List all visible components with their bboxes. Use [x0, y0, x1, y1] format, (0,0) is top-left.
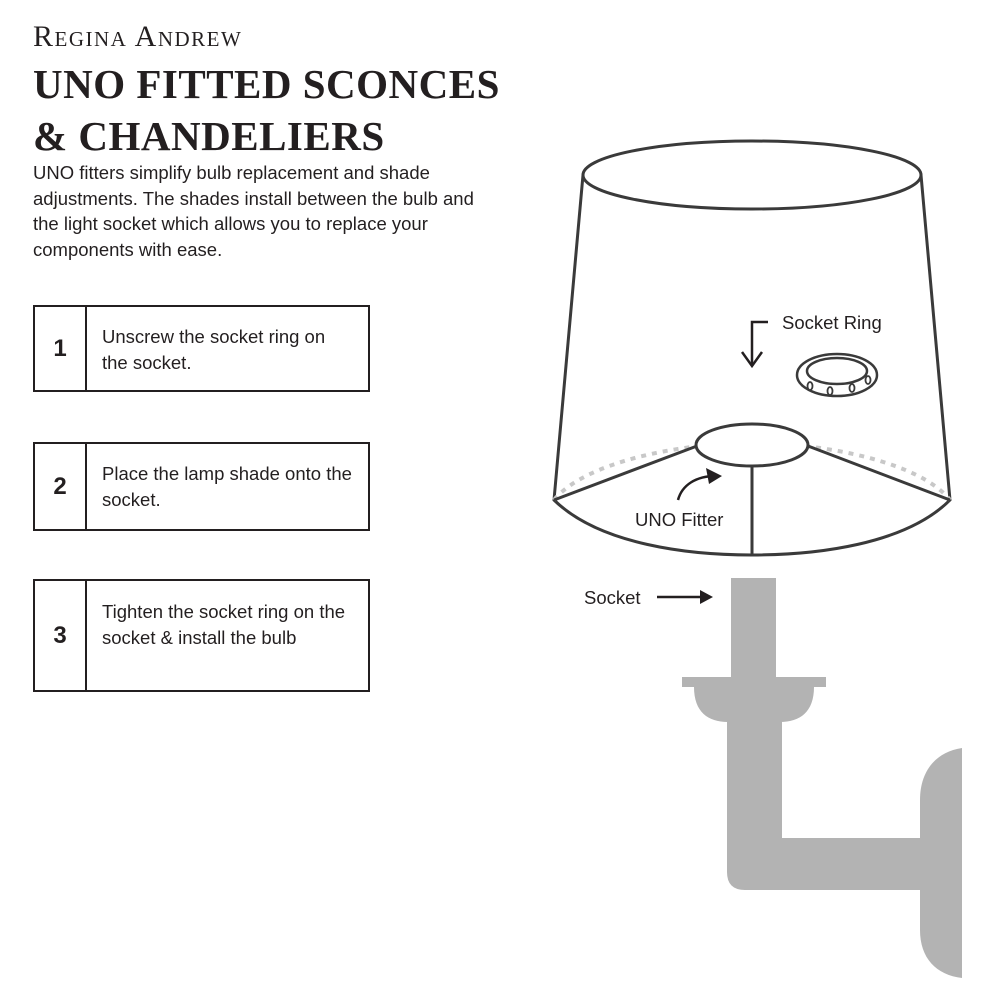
arrow-right-head [700, 590, 713, 604]
step-box-2 [33, 442, 370, 531]
socket-ring-notch [850, 384, 855, 392]
sconce-diagram [540, 125, 970, 985]
label-socket: Socket [584, 587, 641, 608]
step-box-3 [33, 579, 370, 692]
fitter-ring [696, 424, 808, 466]
step-text: Unscrew the socket ring on the socket. [102, 326, 326, 373]
label-socket-ring: Socket Ring [782, 312, 882, 333]
wall-mount-arm [682, 578, 962, 978]
brand-name: Regina Andrew [33, 20, 243, 53]
socket-ring-notch [866, 376, 871, 384]
step-box-1 [33, 305, 370, 392]
page-title-line-1: UNO FITTED SCONCES [33, 61, 500, 107]
socket-body [731, 578, 776, 680]
socket-ring-inner [807, 358, 867, 384]
intro-paragraph: UNO fitters simplify bulb replacement and shade adjustments. The shades install between the bulb and the light socket which allows you to replace your components with ease. [33, 162, 474, 260]
socket-ring-notch [808, 382, 813, 390]
label-uno-fitter: UNO Fitter [635, 509, 724, 530]
step-number: 1 [35, 307, 87, 390]
page-title [33, 58, 500, 162]
step-number: 2 [35, 444, 87, 529]
socket-ring-notch [828, 387, 833, 395]
wall-backplate [920, 748, 962, 978]
sconce-arm [727, 715, 922, 890]
step-text: Place the lamp shade onto the socket. [102, 463, 352, 510]
bobeche-cup [682, 677, 826, 722]
page-title-line-2: & CHANDELIERS [33, 113, 385, 159]
shade-top-rim [583, 141, 921, 209]
step-number: 3 [35, 581, 87, 690]
step-text: Tighten the socket ring on the socket & install the bulb [102, 601, 346, 648]
socket-ring-illustration [797, 354, 877, 396]
